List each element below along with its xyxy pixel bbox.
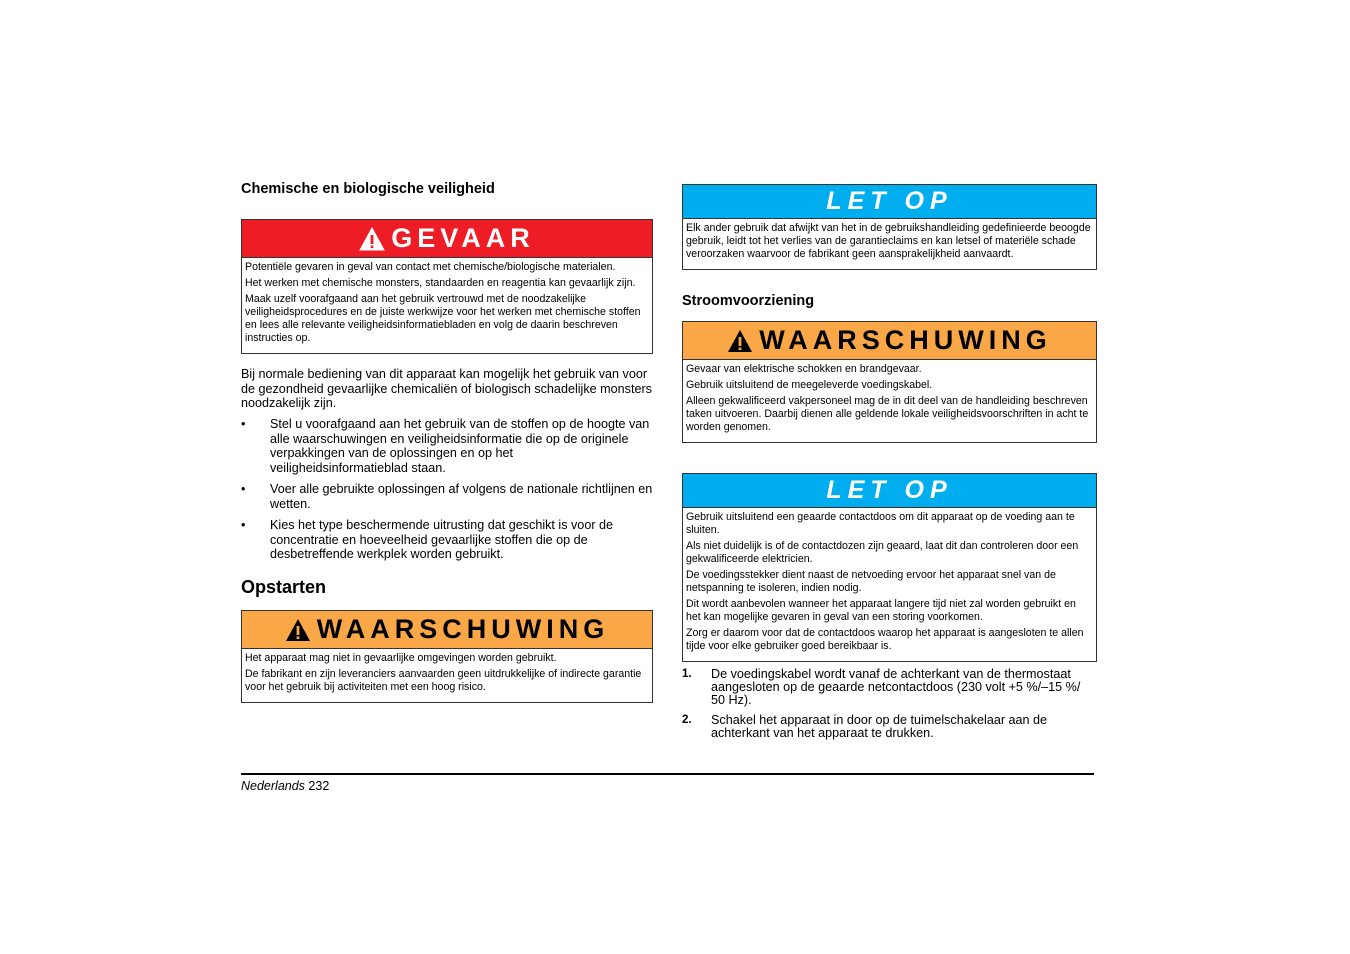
notice-line: Gebruik uitsluitend een geaarde contactdoos om dit apparaat op de voeding aan te sluiten. — [686, 511, 1075, 536]
warning-header — [683, 322, 1096, 360]
notice-line: Als niet duidelijk is of de contactdozen zijn geaard, laat dit dan controleren door een gekwalificeerde elektricien. — [686, 540, 1079, 565]
warning-triangle-icon — [359, 227, 385, 251]
warning-line: Gebruik uitsluitend de meegeleverde voedingskabel. — [686, 379, 933, 391]
list-item: • Stel u voorafgaand aan het gebruik van de stoffen op de hoogte van alle waarschuwingen en veiligheidsinformatie die op de originele verpakkingen van de oplossingen en op het veiligheidsinformatieblad staan. — [241, 417, 650, 475]
chem-intro-paragraph: Bij normale bediening van dit apparaat kan mogelijk het gebruik van voor de gezondheid gevaarlijke chemicaliën of biologisch schadelijke monsters noodzakelijk zijn. — [241, 367, 652, 410]
warning-line: Alleen gekwalificeerd vakpersoneel mag de in dit deel van de handleiding beschreven taken uitvoeren. Daarbij dienen alle geldende lokale veiligheidsvoorschriften in acht te worden genomen. — [686, 395, 1089, 433]
bullet-symbol: • — [241, 482, 246, 496]
step-number: 2. — [682, 714, 692, 726]
danger-label: GEVAAR — [391, 223, 535, 253]
notice-line: Elk ander gebruik dat afwijkt van het in de gebruikshandleiding gedefinieerde beoogde gebruik, leidt tot het verlies van de garantieclaims en kan letsel of materiële schade veroorzaken waarvoor de fabrikant geen aansprakelijkheid aanvaardt. — [686, 222, 1091, 260]
startup-heading: Opstarten — [241, 577, 327, 597]
page-footer — [241, 779, 329, 793]
bullet-symbol: • — [241, 518, 246, 532]
notice-line: Zorg er daarom voor dat de contactdoos waarop het apparaat is aangesloten te allen tijde voor elke gebruiker goed bereikbaar is. — [686, 627, 1084, 652]
warning-body — [242, 649, 652, 702]
warning-line: Het apparaat mag niet in gevaarlijke omgevingen worden gebruikt. — [245, 652, 557, 664]
danger-line: Maak uzelf voorafgaand aan het gebruik vertrouwd met de noodzakelijke veiligheidsprocedures en de juiste werkwijze voor het werken met chemische stoffen en lees alle relevante veiligheidsinformatiebladen en volg de daarin beschreven instructies op. — [245, 293, 641, 344]
startup-warning-box — [241, 610, 653, 703]
footer-rule — [241, 773, 1094, 775]
notice-header — [683, 185, 1096, 219]
warning-line: Gevaar van elektrische schokken en brandgevaar. — [686, 363, 922, 375]
warning-header — [242, 611, 652, 649]
warning-line: De fabrikant en zijn leveranciers aanvaarden geen uitdrukkelijke of indirecte garantie voor het gebruik bij activiteiten met een hoog risico. — [245, 668, 642, 693]
step-number: 1. — [682, 668, 692, 680]
page-number: 232 — [308, 779, 330, 793]
notice-body — [683, 508, 1096, 661]
notice-line: De voedingsstekker dient naast de netvoeding ervoor het apparaat snel van de netspanning te isoleren, indien nodig. — [686, 569, 1056, 594]
notice-label: LET OP — [826, 187, 953, 215]
notice-body — [683, 219, 1096, 269]
danger-line: Potentiële gevaren in geval van contact met chemische/biologische materialen. — [245, 261, 616, 273]
warning-label: WAARSCHUWING — [759, 325, 1052, 355]
warning-triangle-icon — [727, 329, 753, 353]
warning-label: WAARSCHUWING — [316, 614, 610, 644]
power-heading: Stroomvoorziening — [682, 293, 815, 309]
list-item: 1. De voedingskabel wordt vanaf de achterkant van de thermostaat aangesloten op de geaarde netcontactdoos (230 volt +5 %/–15 %/ 50 Hz). — [682, 667, 1081, 707]
warning-triangle-icon — [285, 618, 311, 642]
notice-box-usage — [682, 184, 1097, 270]
notice-box-power — [682, 473, 1097, 662]
notice-line: Dit wordt aanbevolen wanneer het apparaat langere tijd niet zal worden gebruikt en het kan mogelijke gevaren in geval van een storing voorkomen. — [686, 598, 1076, 623]
bullet-symbol: • — [241, 417, 246, 431]
warning-body — [683, 360, 1096, 442]
power-warning-box — [682, 321, 1097, 443]
danger-line: Het werken met chemische monsters, standaarden en reagentia kan gevaarlijk zijn. — [245, 277, 636, 289]
notice-label: LET OP — [826, 476, 953, 504]
danger-body — [242, 258, 652, 353]
footer-language: Nederlands — [241, 779, 305, 793]
power-steps-list — [682, 668, 1097, 747]
list-item: 2. Schakel het apparaat in door op de tuimelschakelaar aan de achterkant van het apparaat te drukken. — [682, 713, 1048, 740]
chem-safety-heading: Chemische en biologische veiligheid — [241, 181, 495, 197]
danger-header — [242, 220, 652, 258]
list-item: • Kies het type beschermende uitrusting dat geschikt is voor de concentratie en hoeveelheid gevaarlijke stoffen die op de desbetreffende werkplek worden gebruikt. — [241, 518, 614, 561]
notice-header — [683, 474, 1096, 508]
chem-bullet-list — [241, 417, 653, 569]
danger-box — [241, 219, 653, 354]
list-item: • Voer alle gebruikte oplossingen af volgens de nationale richtlijnen en wetten. — [241, 482, 653, 511]
